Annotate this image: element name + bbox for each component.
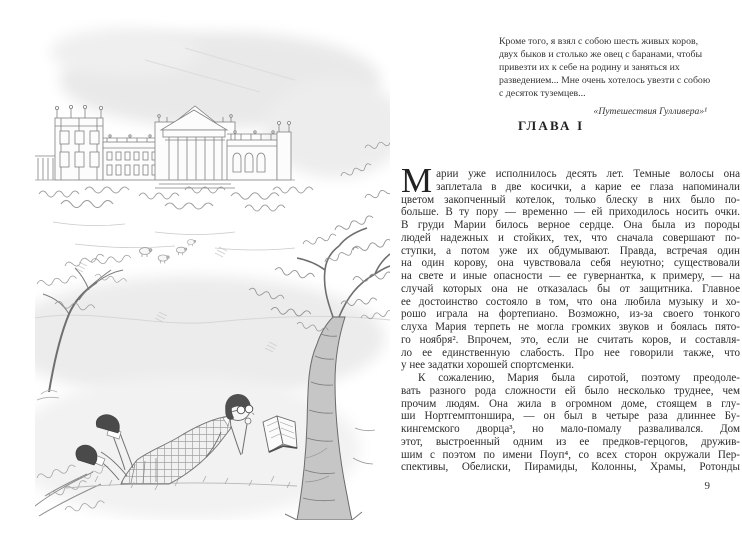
- text-line: цветом закопченный котелок, только блеску в них было по-: [401, 193, 740, 206]
- text-line: двух быков и столько же овец с баранами, чтобы: [499, 48, 703, 60]
- text-line: слуха Мария терпеть не могла громких звуков и боялась пято-: [401, 321, 740, 333]
- text-line: спективы, Обелиски, Пирамиды, Колонны, Храмы, Ротонды: [401, 461, 740, 474]
- text-line: у нее задатки хорошей спортсменки.: [401, 359, 575, 372]
- text-line: людей надежных и стойких, тех, что сначала совершают по-: [401, 231, 740, 244]
- text-line: кингемского дворца³, но мало-помалу разваливался. Дом: [401, 423, 740, 435]
- text-line: ло ее единственную слабость. Про нее говорили также, что: [401, 346, 740, 359]
- text-line: больше. В ту пору — временно — ей приходилось носить очки.: [401, 206, 740, 219]
- text-line: разведением... Мне очень хотелось увезти с собою: [499, 74, 711, 86]
- text-line: на один корову, она чувствовала себя неуютно; существовали: [401, 257, 740, 270]
- text-line: К сожалению, Мария была сиротой, поэтому преодоле-: [418, 372, 740, 384]
- epigraph: [499, 36, 711, 117]
- right-page: [401, 0, 740, 540]
- glasses: [237, 406, 245, 414]
- text-line: Кроме того, я взял с собою шесть живых коров,: [499, 36, 699, 47]
- text-line: ступки, а потом уже их обдумывают. Правда, встречая один: [401, 244, 740, 257]
- meadow-sheep: [53, 222, 295, 263]
- text-line: В груди Марии билось верное сердце. Она была из породы: [401, 219, 740, 231]
- chapter-heading: ГЛАВА I: [518, 118, 585, 133]
- glasses: [245, 405, 253, 413]
- text-line: арии уже исполнилось десять лет. Темные волосы она: [436, 168, 740, 180]
- epigraph-attribution: «Путешествия Гулливера»¹: [593, 105, 707, 117]
- text-line: на свете и иные опасности — ее гувернантка, к примеру, — на: [401, 270, 740, 282]
- text-line: шим с поэтом по имени Поуп⁴, со всех сторон окружали Пер-: [401, 448, 740, 461]
- epigraph-lines: [499, 36, 711, 101]
- paragraph-2: [401, 372, 740, 474]
- book: [263, 416, 297, 452]
- text-line: прочим людям. Она жила в огромном доме, стоящем в глу-: [401, 397, 740, 410]
- text-line: ее достоинство состояло в том, что она любила музыку и хо-: [401, 295, 740, 308]
- body-text: [401, 161, 740, 474]
- drop-cap: М: [401, 161, 433, 200]
- text-line: этот, выстроенный одним из ее предков-герцогов, дружив-: [401, 435, 740, 448]
- text-line: ши Нортгемптоншира, — он был в четыре раза длиннее Бу-: [401, 410, 740, 423]
- palace-bushes: [39, 187, 313, 211]
- text-line: вать разного рода сложности ей было несколько труднее, чем: [401, 384, 740, 397]
- paragraph-1: [401, 161, 740, 372]
- text-line: случай которых она не отказалась бы от защитника. Главное: [401, 282, 740, 295]
- text-line: привезти их к себе на родину и заняться их: [499, 61, 680, 73]
- text-line: с десяток туземцев...: [499, 87, 586, 99]
- text-line: заплетала в две косички, а карие ее глаза напоминали: [436, 180, 740, 193]
- page-number: 9: [704, 480, 710, 492]
- paragraph-1-lines: [401, 161, 740, 372]
- illustration: [35, 18, 390, 520]
- text-line: рошо играла на фортепиано. Возможно, из-за своего тонкого: [401, 308, 740, 321]
- text-line: го ноября². Впрочем, это, если не считать коров, и составля-: [401, 333, 740, 346]
